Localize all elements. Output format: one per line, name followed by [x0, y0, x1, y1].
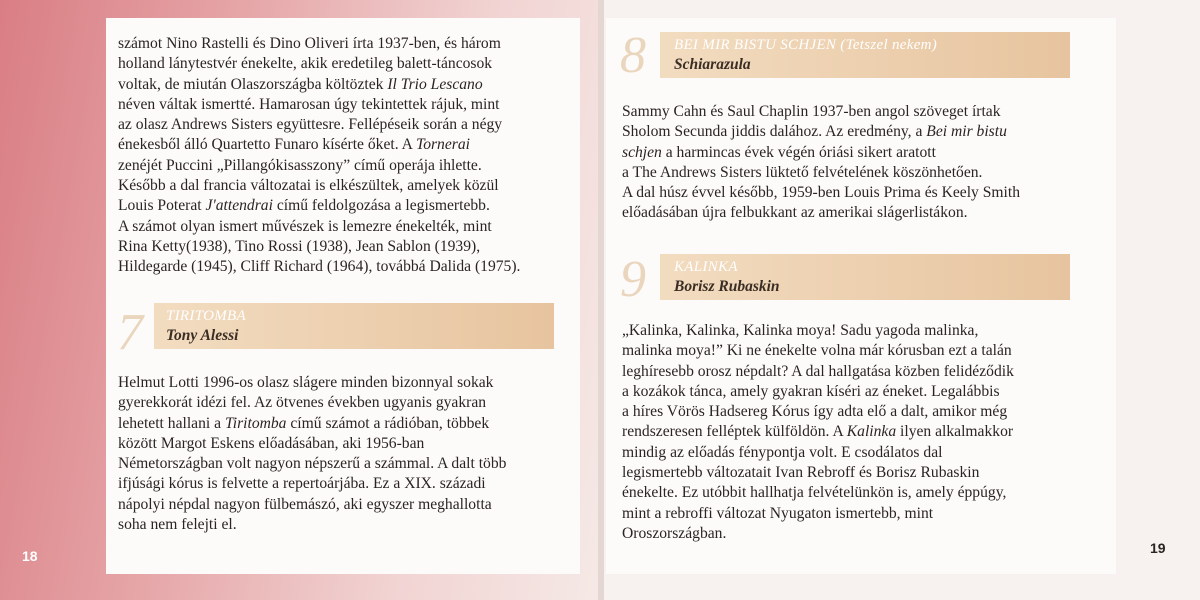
text-segment: mint a rebroffi változat Nyugaton ismertebb, mint — [622, 504, 934, 522]
text-line — [622, 524, 1014, 544]
italic-title: Kalinka — [846, 423, 897, 441]
text-line — [118, 515, 506, 535]
text-segment: énekesből álló Quartetto Funaro kísérte őket. A — [118, 136, 416, 154]
text-line — [622, 402, 1014, 422]
text-segment: Helmut Lotti 1996-os olasz slágere minden bizonnyal sokak — [118, 374, 494, 391]
text-segment: ifjúsági kórus is felvette a repertoárjába. Ez a XIX. századi — [118, 475, 486, 493]
text-segment: Németországban volt nagyon népszerű a számmal. A dalt több — [118, 455, 507, 473]
text-segment: nápolyi népdal nagyon fülbemászó, aki egyszer meghallotta — [118, 495, 492, 513]
text-segment: című feldolgozása a legismertebb. — [272, 197, 490, 215]
track-8-title: BEI MIR BISTU SCHJEN (Tetszel nekem) — [674, 37, 938, 53]
text-line — [118, 414, 506, 434]
text-segment: a kozákok tánca, amely gyakran kíséri az éneket. Legalábbis — [622, 382, 1000, 400]
text-segment: mindig az előadás fénypontja volt. E csodálatos dal — [622, 443, 943, 461]
text-segment: énekelte. Ez utóbbit hallhatja felvételünkön is, amely éppúgy, — [622, 484, 1007, 502]
text-line — [622, 122, 1020, 142]
text-segment: „Kalinka, Kalinka, Kalinka moya! Sadu yagoda malinka, — [622, 322, 979, 339]
text-line — [118, 75, 520, 95]
text-segment: Később a dal francia változatai is elkészültek, amelyek közül — [118, 177, 499, 195]
text-segment: malinka moya!” Ki ne énekelte volna már kórusban ezt a talán — [622, 342, 1012, 360]
text-line — [622, 183, 1020, 203]
text-line — [622, 321, 1014, 341]
text-line — [622, 422, 1014, 442]
text-line — [118, 54, 520, 74]
text-segment: a harmincas évek végén óriási sikert aratott — [661, 143, 936, 161]
text-segment: zenéjét Puccini „Pillangókisasszony” című operája ihlette. — [118, 156, 482, 174]
text-line — [118, 257, 520, 277]
track-8-description — [622, 102, 1020, 224]
italic-title: Bei mir bistu — [926, 123, 1007, 141]
text-segment: lehetett hallani a — [118, 414, 225, 432]
text-line — [118, 156, 520, 176]
track-9-title: KALINKA — [674, 259, 738, 275]
text-line — [118, 393, 506, 413]
text-segment: néven váltak ismertté. Hamarosan úgy tekintettek rájuk, mint — [118, 95, 500, 113]
italic-title: J'attendrai — [205, 197, 273, 215]
text-line — [118, 454, 506, 474]
track-number-8: 8 — [620, 27, 646, 84]
text-segment: Rina Ketty(1938), Tino Rossi (1938), Jean Sablon (1939), — [118, 237, 481, 255]
italic-title: Tiritomba — [224, 414, 287, 432]
text-segment: című számot a rádióban, többek — [286, 414, 490, 432]
track-8-header-bar — [660, 32, 1070, 78]
text-segment: előadásában újra felbukkant az amerikai slágerlistákon. — [622, 204, 968, 222]
text-segment: számot Nino Rastelli és Dino Oliveri írta 1937-ben, és három — [118, 35, 501, 52]
track-9-description — [622, 321, 1014, 544]
text-line — [118, 95, 520, 115]
text-line — [118, 474, 506, 494]
track-9-header-bar — [660, 254, 1070, 300]
text-segment: a híres Vörös Hadsereg Kórus így adta elő a dalt, amikor még — [622, 403, 1008, 421]
text-segment: holland lánytestvér énekelte, akik eredetileg balett-táncosok — [118, 55, 493, 73]
text-segment: Hildegarde (1945), Cliff Richard (1964), továbbá Dalida (1975). — [118, 258, 521, 276]
text-line — [622, 382, 1014, 402]
text-line — [118, 495, 506, 515]
text-segment: legismertebb változatait Ivan Rebroff és Borisz Rubaskin — [622, 464, 980, 482]
text-segment: között Margot Eskens előadásában, aki 1956-ban — [118, 434, 425, 452]
track-7-title: TIRITOMBA — [166, 308, 246, 324]
text-line — [622, 341, 1014, 361]
track-8-artist: Schiarazula — [674, 56, 751, 73]
text-line — [118, 434, 506, 454]
text-line — [622, 102, 1020, 122]
text-segment: voltak, de miután Olaszországba költöztek — [118, 75, 388, 93]
italic-title: Tornerai — [415, 136, 470, 154]
page-number-right: 19 — [1150, 540, 1166, 556]
text-line — [118, 115, 520, 135]
text-segment: A dal húsz évvel később, 1959-ben Louis Prima és Keely Smith — [622, 184, 1021, 202]
text-line — [118, 373, 506, 393]
track-7-artist: Tony Alessi — [166, 327, 239, 344]
text-line — [118, 176, 520, 196]
text-segment: Louis Poterat — [118, 197, 206, 215]
text-line — [622, 463, 1014, 483]
track-7-header-bar — [154, 303, 554, 349]
text-line — [622, 362, 1014, 382]
track-7-description — [118, 373, 506, 535]
text-line — [118, 135, 520, 155]
text-segment: Oroszországban. — [622, 524, 727, 542]
text-line — [622, 443, 1014, 463]
text-segment: leghíresebb orosz népdalt? A dal hallgatása közben felidéződik — [622, 362, 1014, 380]
text-line — [622, 143, 1020, 163]
track-number-7: 7 — [117, 304, 143, 361]
text-segment: Sammy Cahn és Saul Chaplin 1937-ben angol szöveget írtak — [622, 103, 1001, 120]
text-line — [622, 203, 1020, 223]
text-line — [118, 217, 520, 237]
text-segment: Sholom Secunda jiddis dalához. Az eredmény, a — [622, 123, 927, 141]
track-number-9: 9 — [620, 251, 646, 308]
italic-title: schjen — [622, 143, 662, 161]
text-segment: rendszeresen felléptek külföldön. A — [622, 423, 847, 441]
text-segment: A számot olyan ismert művészek is lemezre énekelték, mint — [118, 217, 492, 235]
text-line — [118, 34, 520, 54]
text-line — [622, 504, 1014, 524]
text-segment: az olasz Andrews Sisters együttesre. Fellépéseik során a négy — [118, 116, 503, 134]
track-9-artist: Borisz Rubaskin — [674, 278, 780, 295]
text-segment: ilyen alkalmakkor — [896, 423, 1014, 441]
text-segment: gyerekkorát idézi fel. Az ötvenes években ugyanis gyakran — [118, 394, 487, 412]
text-line — [118, 237, 520, 257]
text-line — [118, 196, 520, 216]
text-segment: a The Andrews Sisters lüktető felvételének köszönhetően. — [622, 163, 983, 181]
page-number-left: 18 — [22, 548, 38, 564]
italic-title: Il Trio Lescano — [387, 75, 483, 93]
text-line — [622, 483, 1014, 503]
text-segment: soha nem felejti el. — [118, 516, 237, 534]
intro-paragraph — [118, 34, 520, 278]
text-line — [622, 163, 1020, 183]
